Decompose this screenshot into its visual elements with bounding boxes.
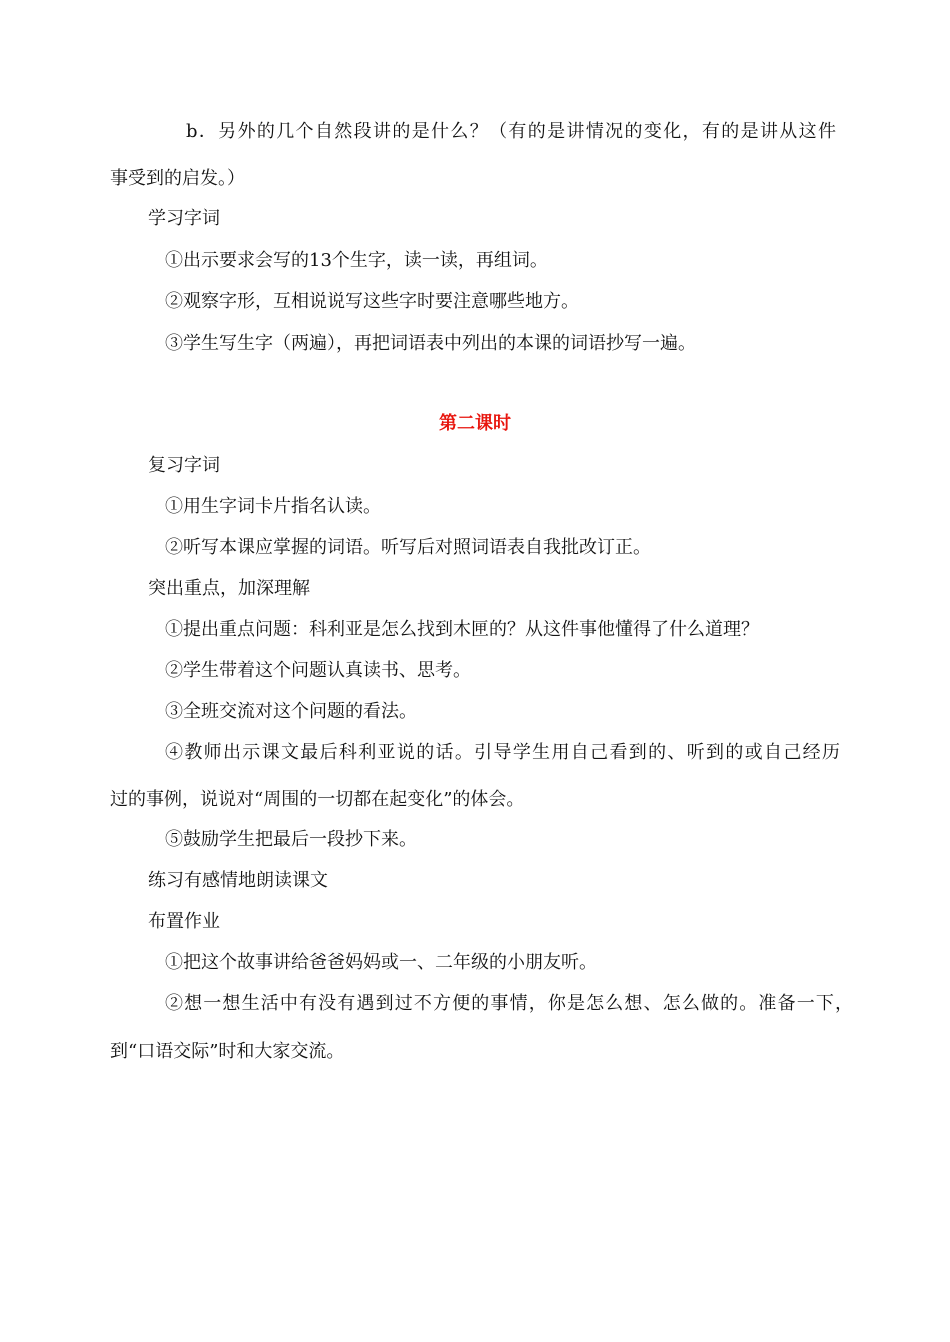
heading-study-words: 学习字词 — [148, 208, 220, 229]
homework-item-1: ①把这个故事讲给爸爸妈妈或一、二年级的小朋友听。 — [165, 952, 597, 973]
heading-review-words: 复习字词 — [148, 455, 220, 476]
study-item-1: ①出示要求会写的13个生字，读一读，再组词。 — [165, 250, 548, 271]
heading-focus: 突出重点，加深理解 — [148, 578, 310, 599]
focus-item-2: ②学生带着这个问题认真读书、思考。 — [165, 660, 471, 681]
review-item-2: ②听写本课应掌握的词语。听写后对照词语表自我批改订正。 — [165, 537, 651, 558]
study-item-2: ②观察字形，互相说说写这些字时要注意哪些地方。 — [165, 291, 579, 312]
study-item-3: ③学生写生字（两遍），再把词语表中列出的本课的词语抄写一遍。 — [165, 333, 696, 354]
lesson-2-title: 第二课时 — [439, 413, 511, 434]
review-item-1: ①用生字词卡片指名认读。 — [165, 496, 381, 517]
paragraph-b-line1: b．另外的几个自然段讲的是什么？（有的是讲情况的变化，有的是讲从这件 — [186, 121, 836, 142]
focus-item-1: ①提出重点问题：科利亚是怎么找到木匣的？从这件事他懂得了什么道理？ — [165, 619, 759, 640]
focus-item-5: ⑤鼓励学生把最后一段抄下来。 — [165, 829, 417, 850]
homework-item-2-line2: 到“口语交际”时和大家交流。 — [110, 1041, 345, 1062]
paragraph-b-line2: 事受到的启发。） — [110, 168, 245, 189]
heading-homework: 布置作业 — [148, 911, 220, 932]
focus-item-4-line1: ④教师出示课文最后科利亚说的话。引导学生用自己看到的、听到的或自己经历 — [165, 742, 840, 763]
heading-read-aloud: 练习有感情地朗读课文 — [148, 870, 328, 891]
homework-item-2-line1: ②想一想生活中有没有遇到过不方便的事情，你是怎么想、怎么做的。准备一下， — [165, 993, 853, 1014]
focus-item-4-line2: 过的事例，说说对“周围的一切都在起变化”的体会。 — [110, 789, 525, 810]
focus-item-3: ③全班交流对这个问题的看法。 — [165, 701, 417, 722]
